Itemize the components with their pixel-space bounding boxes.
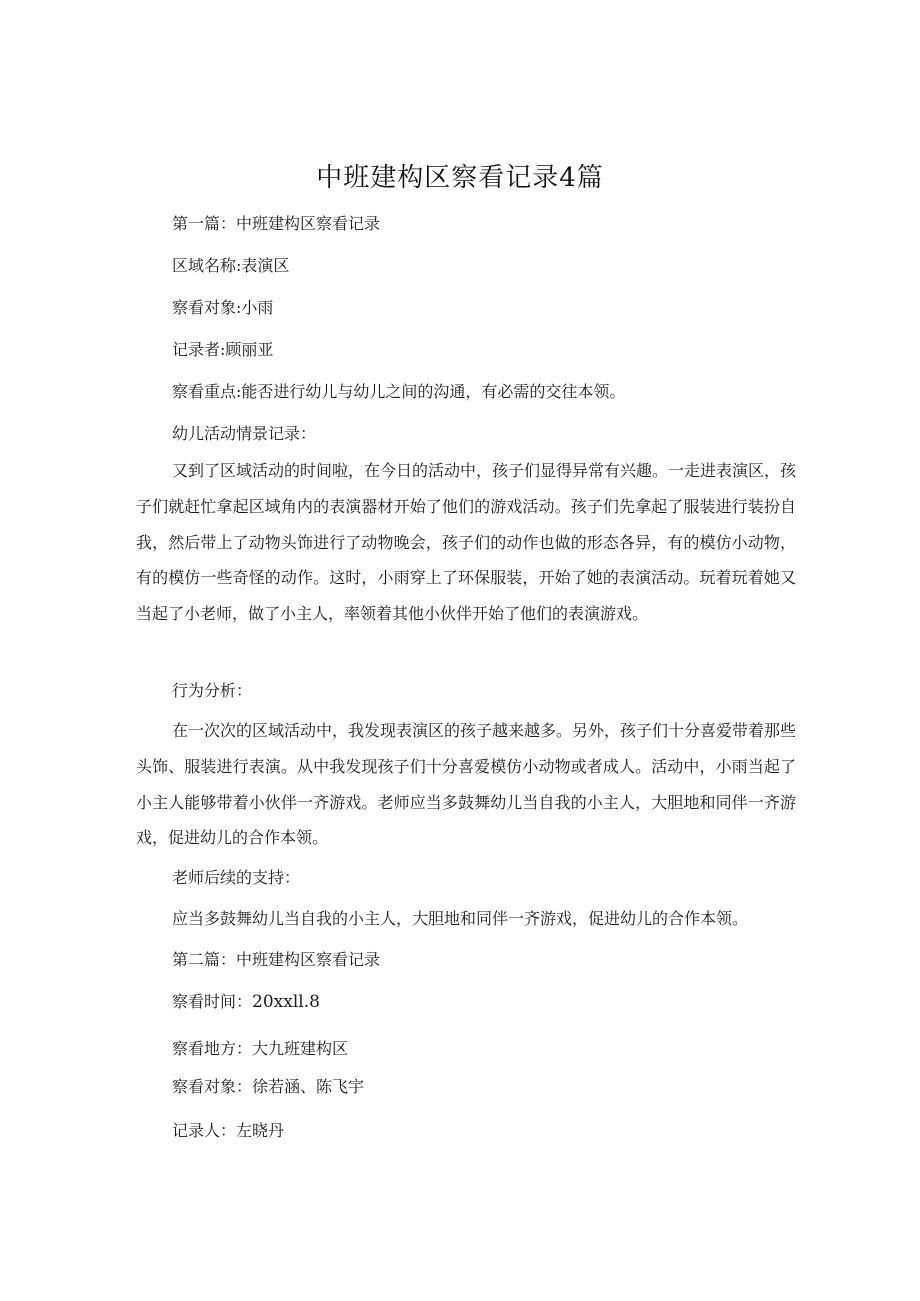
observation-time (172, 990, 320, 1014)
behavior-analysis-label: 行为分析： (172, 681, 253, 700)
part2-observation-target: 察看对象：徐若涵、陈飞宇 (172, 1077, 365, 1096)
document-title: 中班建构区察看记录4篇 (316, 163, 604, 193)
part2-heading: 第二篇：中班建构区察看记录 (172, 950, 381, 969)
observation-target: 察看对象:小雨 (172, 298, 274, 317)
recorder: 记录者:顾丽亚 (172, 340, 274, 359)
part2-recorder: 记录人：左晓丹 (172, 1121, 285, 1140)
observation-time-label: 察看时间： (172, 992, 253, 1011)
scene-record-paragraph: 又到了区域活动的时间啦，在今日的活动中，孩子们显得异常有兴趣。一走进表演区，孩子们就赶忙拿起区域角内的表演器材开始了他们的游戏活动。孩子们先拿起了服装进行装扮自我，然后带上了动物头饰进行了动物晚会，孩子们的动作也做的形态各异，有的模仿小动物，有的模仿一些奇怪的动作。这时，小雨穿上了环保服装，开始了她的表演活动。玩着玩着她又当起了小老师，做了小主人，率领着其他小伙伴开始了他们的表演游戏。 (136, 461, 797, 624)
observation-focus: 察看重点:能否进行幼儿与幼儿之间的沟通，有必需的交往本领。 (172, 382, 626, 401)
teacher-support-text: 应当多鼓舞幼儿当自我的小主人，大胆地和同伴一齐游戏，促进幼儿的合作本领。 (172, 909, 749, 928)
teacher-support-label: 老师后续的支持： (172, 868, 301, 887)
behavior-analysis-paragraph: 在一次次的区域活动中，我发现表演区的孩子越来越多。另外，孩子们十分喜爱带着那些头饰、服装进行表演。从中我发现孩子们十分喜爱模仿小动物或者成人。活动中，小雨当起了小主人能够带着小伙伴一齐游戏。老师应当多鼓舞幼儿当自我的小主人，大胆地和同伴一齐游戏，促进幼儿的合作本领。 (136, 721, 797, 848)
area-name: 区域名称:表演区 (172, 256, 290, 275)
observation-time-value: 20xxll.8 (252, 992, 320, 1012)
scene-record-label: 幼儿活动情景记录： (172, 424, 317, 443)
observation-place: 察看地方：大九班建构区 (172, 1039, 349, 1058)
part1-heading: 第一篇：中班建构区察看记录 (172, 214, 381, 233)
